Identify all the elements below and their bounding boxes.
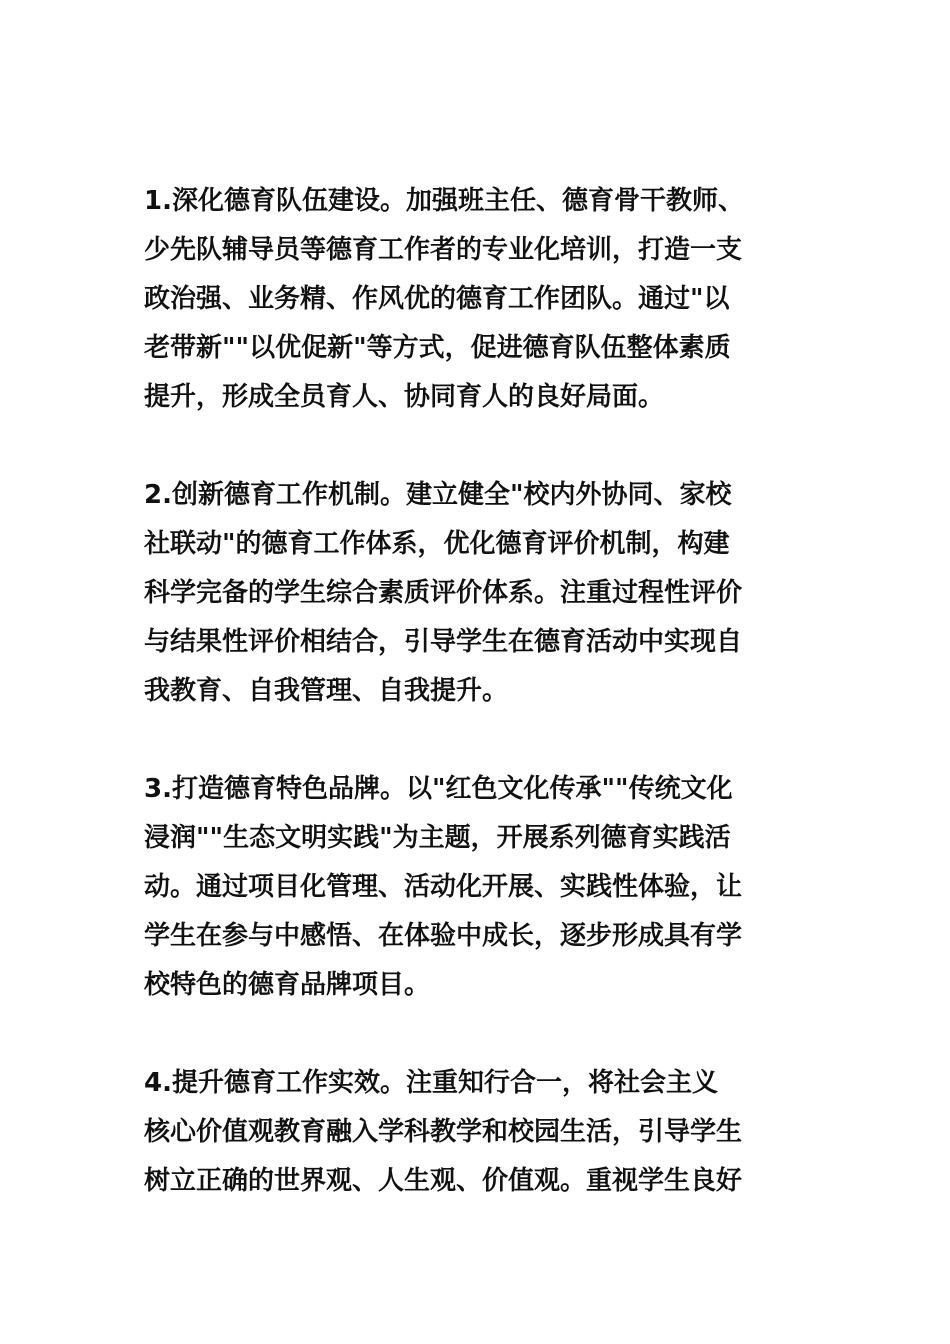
paragraph-line: 提升，形成全员育人、协同育人的良好局面。: [144, 382, 665, 412]
paragraph-line: 科学完备的学生综合素质评价体系。注重过程性评价: [144, 578, 743, 608]
paragraph-line: 浸润""生态文明实践"为主题，开展系列德育实践活: [144, 823, 731, 853]
paragraph-line: 老带新""以优促新"等方式，促进德育队伍整体素质: [144, 333, 731, 363]
paragraph-line: 动。通过项目化管理、活动化开展、实践性体验，让: [144, 872, 743, 902]
paragraph-line: 1.深化德育队伍建设。加强班主任、德育骨干教师、: [144, 186, 744, 216]
paragraph-2: [144, 471, 824, 716]
paragraph-line: 核心价值观教育融入学科教学和校园生活，引导学生: [144, 1117, 743, 1147]
paragraph-line: 少先队辅导员等德育工作者的专业化培训，打造一支: [144, 235, 743, 265]
paragraph-line: 学生在参与中感悟、在体验中成长，逐步形成具有学: [144, 921, 743, 951]
paragraph-line: 与结果性评价相结合，引导学生在德育活动中实现自: [144, 627, 743, 657]
paragraph-line: 政治强、业务精、作风优的德育工作团队。通过"以: [144, 284, 730, 314]
paragraph-line: 2.创新德育工作机制。建立健全"校内外协同、家校: [144, 480, 732, 510]
paragraph-line: 我教育、自我管理、自我提升。: [144, 676, 509, 706]
paragraph-3: [144, 765, 824, 1010]
paragraph-1: [144, 177, 824, 422]
paragraph-line: 树立正确的世界观、人生观、价值观。重视学生良好: [144, 1166, 743, 1196]
paragraph-line: 3.打造德育特色品牌。以"红色文化传承""传统文化: [144, 774, 733, 804]
paragraph-line: 校特色的德育品牌项目。: [144, 970, 431, 1000]
paragraph-line: 社联动"的德育工作体系，优化德育评价机制，构建: [144, 529, 730, 559]
paragraph-4: [144, 1059, 824, 1206]
paragraph-line: 4.提升德育工作实效。注重知行合一，将社会主义: [144, 1068, 718, 1098]
document-body: [144, 177, 824, 1255]
